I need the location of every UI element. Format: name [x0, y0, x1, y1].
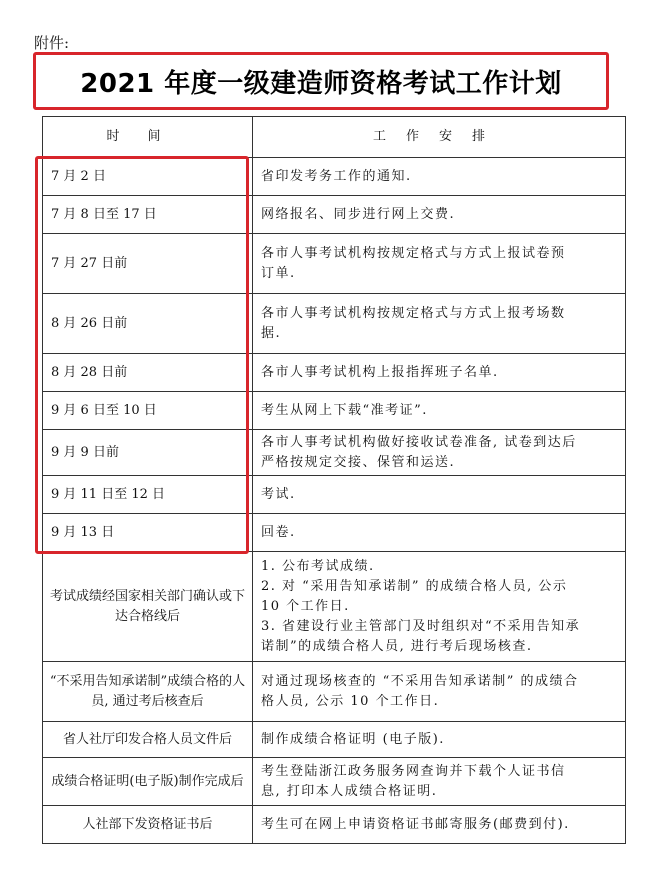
row-arrangement — [253, 552, 626, 662]
row-arrangement — [253, 662, 626, 722]
row-arrangement — [253, 392, 626, 430]
row-arrangement — [253, 514, 626, 552]
table-row — [43, 354, 626, 392]
table-row — [43, 234, 626, 294]
arrangement-line: 据. — [261, 325, 282, 341]
row-arrangement — [253, 234, 626, 294]
arrangement-line: 订单. — [261, 265, 296, 281]
arrangement-line: 3. 省建设行业主管部门及时组织对“不采用告知承 — [261, 618, 581, 634]
row-time: 9 月 13 日 — [43, 514, 253, 552]
table-row — [43, 662, 626, 722]
annex-label: 附件: — [34, 34, 70, 52]
schedule-table — [42, 116, 626, 844]
row-time: 9 月 6 日至 10 日 — [43, 392, 253, 430]
row-time: 8 月 28 日前 — [43, 354, 253, 392]
arrangement-line: 各市人事考试机构按规定格式与方式上报考场数 — [261, 305, 566, 321]
arrangement-line: 1. 公布考试成绩. — [261, 558, 375, 574]
table-row — [43, 722, 626, 758]
table-row — [43, 514, 626, 552]
row-time: 8 月 26 日前 — [43, 294, 253, 354]
table-row — [43, 158, 626, 196]
row-time: 成绩合格证明(电子版)制作完成后 — [43, 758, 253, 806]
arrangement-line: 回卷. — [261, 524, 296, 540]
arrangement-line: 严格按规定交接、保管和运送. — [261, 454, 456, 470]
row-time: 7 月 8 日至 17 日 — [43, 196, 253, 234]
row-time: “不采用告知承诺制”成绩合格的人员, 通过考后核查后 — [43, 662, 253, 722]
arrangement-line: 格人员, 公示 10 个工作日. — [261, 693, 440, 709]
row-time: 人社部下发资格证书后 — [43, 806, 253, 844]
arrangement-line: 制作成绩合格证明 (电子版). — [261, 731, 445, 747]
header-time: 时间 — [43, 117, 253, 158]
arrangement-line: 各市人事考试机构按规定格式与方式上报试卷预 — [261, 245, 566, 261]
table-header-row — [43, 117, 626, 158]
row-arrangement — [253, 430, 626, 476]
arrangement-line: 息, 打印本人成绩合格证明. — [261, 783, 438, 799]
row-arrangement — [253, 476, 626, 514]
row-arrangement — [253, 758, 626, 806]
table-row — [43, 430, 626, 476]
row-arrangement — [253, 806, 626, 844]
arrangement-line: 对通过现场核查的 “不采用告知承诺制” 的成绩合 — [261, 673, 579, 689]
table-row — [43, 294, 626, 354]
row-time: 7 月 27 日前 — [43, 234, 253, 294]
row-time: 9 月 9 日前 — [43, 430, 253, 476]
row-arrangement — [253, 722, 626, 758]
row-time: 7 月 2 日 — [43, 158, 253, 196]
arrangement-line: 考试. — [261, 486, 296, 502]
page-title: 2021 年度一级建造师资格考试工作计划 — [80, 68, 562, 99]
table-row — [43, 758, 626, 806]
arrangement-line: 诺制”的成绩合格人员, 进行考后现场核查. — [261, 638, 533, 654]
table-row — [43, 476, 626, 514]
row-time: 考试成绩经国家相关部门确认或下达合格线后 — [43, 552, 253, 662]
arrangement-line: 考生从网上下载“准考证”. — [261, 402, 428, 418]
arrangement-line: 网络报名、同步进行网上交费. — [261, 206, 456, 222]
table-row — [43, 806, 626, 844]
row-arrangement — [253, 158, 626, 196]
arrangement-line: 10 个工作日. — [261, 598, 350, 614]
header-arrangement: 工作安排 — [253, 117, 626, 158]
arrangement-line: 省印发考务工作的通知. — [261, 168, 412, 184]
row-time: 9 月 11 日至 12 日 — [43, 476, 253, 514]
arrangement-line: 考生可在网上申请资格证书邮寄服务(邮费到付). — [261, 816, 570, 832]
arrangement-line: 2. 对 “采用告知承诺制” 的成绩合格人员, 公示 — [261, 578, 568, 594]
row-arrangement — [253, 294, 626, 354]
arrangement-line: 各市人事考试机构上报指挥班子名单. — [261, 364, 499, 380]
row-time: 省人社厅印发合格人员文件后 — [43, 722, 253, 758]
table-row — [43, 552, 626, 662]
arrangement-line: 各市人事考试机构做好接收试卷准备, 试卷到达后 — [261, 434, 577, 450]
table-row — [43, 392, 626, 430]
arrangement-line: 考生登陆浙江政务服务网查询并下载个人证书信 — [261, 763, 566, 779]
row-arrangement — [253, 196, 626, 234]
table-row — [43, 196, 626, 234]
row-arrangement — [253, 354, 626, 392]
